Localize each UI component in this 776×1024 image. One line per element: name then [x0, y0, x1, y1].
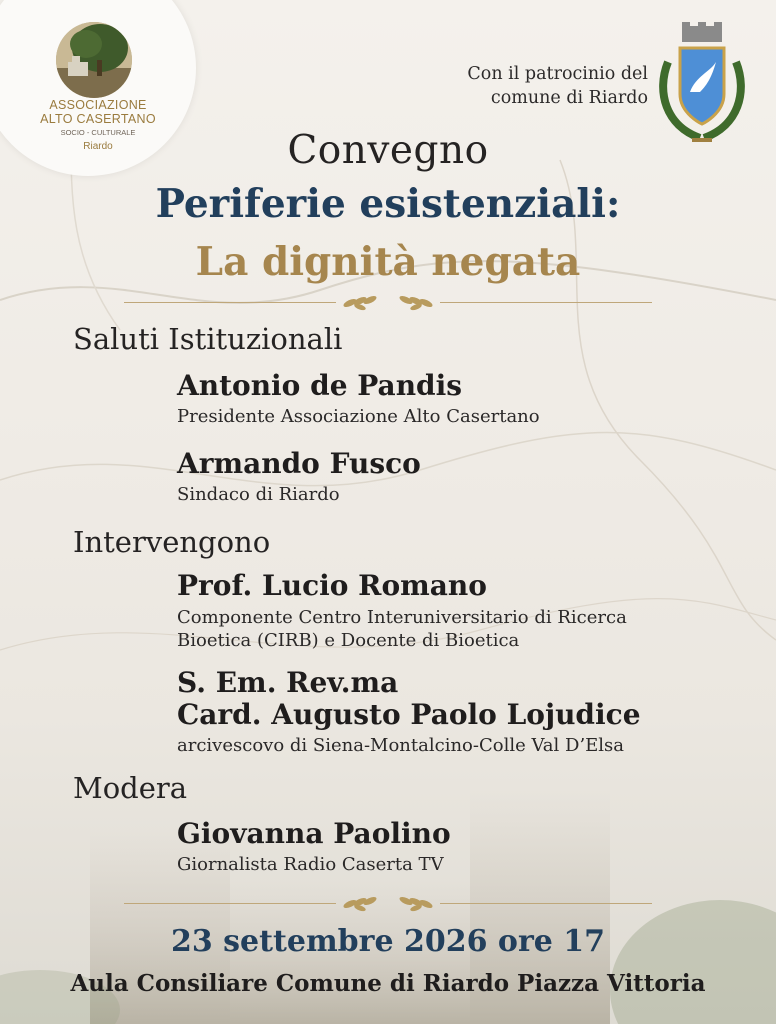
- speaker-name: Armando Fusco: [177, 447, 421, 480]
- laurel-icon: [340, 893, 436, 915]
- association-name-line1: ASSOCIAZIONE: [49, 98, 147, 112]
- laurel-icon: [340, 292, 436, 314]
- speaker-role: Sindaco di Riardo: [177, 484, 340, 505]
- moderator-role: Giornalista Radio Caserta TV: [177, 854, 444, 875]
- section-greetings-heading: Saluti Istituzionali: [73, 322, 343, 356]
- patronage-line1: Con il patrocinio del: [467, 64, 648, 84]
- speaker-name: Antonio de Pandis: [177, 369, 463, 402]
- speaker-role-line2: Bioetica (CIRB) e Docente di Bioetica: [177, 630, 520, 651]
- event-subtitle: La dignità negata: [195, 239, 581, 285]
- event-kicker: Convegno: [287, 128, 489, 173]
- logo-tree-icon: [56, 22, 132, 98]
- association-name-line2: ALTO CASERTANO: [40, 112, 156, 126]
- association-subtitle: SOCIO - CULTURALE: [60, 128, 136, 137]
- speaker-role: arcivescovo di Siena-Montalcino-Colle Val D’Elsa: [177, 735, 625, 756]
- event-venue: Aula Consiliare Comune di Riardo Piazza Vittoria: [70, 970, 706, 997]
- association-town: Riardo: [83, 141, 113, 152]
- divider-right: [440, 302, 652, 303]
- event-date: 23 settembre 2026 ore 17: [170, 924, 606, 959]
- speaker-name: Prof. Lucio Romano: [177, 569, 487, 602]
- speaker-name-line2: Card. Augusto Paolo Lojudice: [177, 698, 641, 731]
- divider-left: [124, 903, 336, 904]
- patronage-line2: comune di Riardo: [490, 88, 648, 108]
- speaker-name-line1: S. Em. Rev.ma: [177, 666, 399, 699]
- section-speakers-heading: Intervengono: [73, 525, 271, 559]
- divider-right: [440, 903, 652, 904]
- patronage-text: [467, 62, 648, 110]
- speaker-role: Presidente Associazione Alto Casertano: [177, 406, 540, 427]
- event-title: Periferie esistenziali:: [155, 181, 621, 227]
- divider-left: [124, 302, 336, 303]
- speaker-role-line1: Componente Centro Interuniversitario di Ricerca: [177, 607, 627, 628]
- moderator-name: Giovanna Paolino: [177, 817, 451, 850]
- section-moderator-heading: Modera: [73, 771, 188, 805]
- association-name: [38, 98, 158, 126]
